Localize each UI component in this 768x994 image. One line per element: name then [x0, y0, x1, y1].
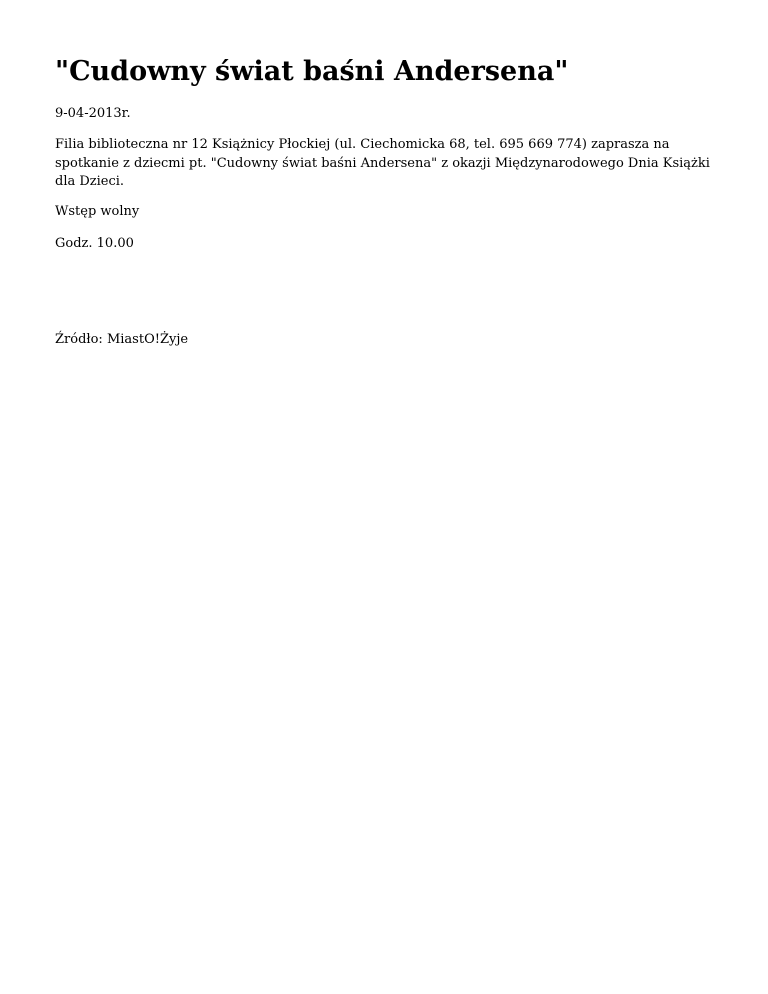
event-hours: Godz. 10.00 — [55, 236, 134, 251]
entry-info: Wstęp wolny — [55, 204, 140, 219]
article-date: 9-04-2013r. — [55, 106, 131, 121]
article-source: Źródło: MiastO!Żyje — [55, 332, 189, 347]
article-body: Filia biblioteczna nr 12 Książnicy Płockiej (ul. Ciechomicka 68, tel. 695 669 774) zaprasza na spotkanie z dziecmi pt. "Cudowny świat baśni Andersena" z okazji Międzynarodowego Dnia Książki dla Dzieci. — [55, 137, 710, 189]
article-title: "Cudowny świat baśni Andersena" — [55, 56, 569, 87]
